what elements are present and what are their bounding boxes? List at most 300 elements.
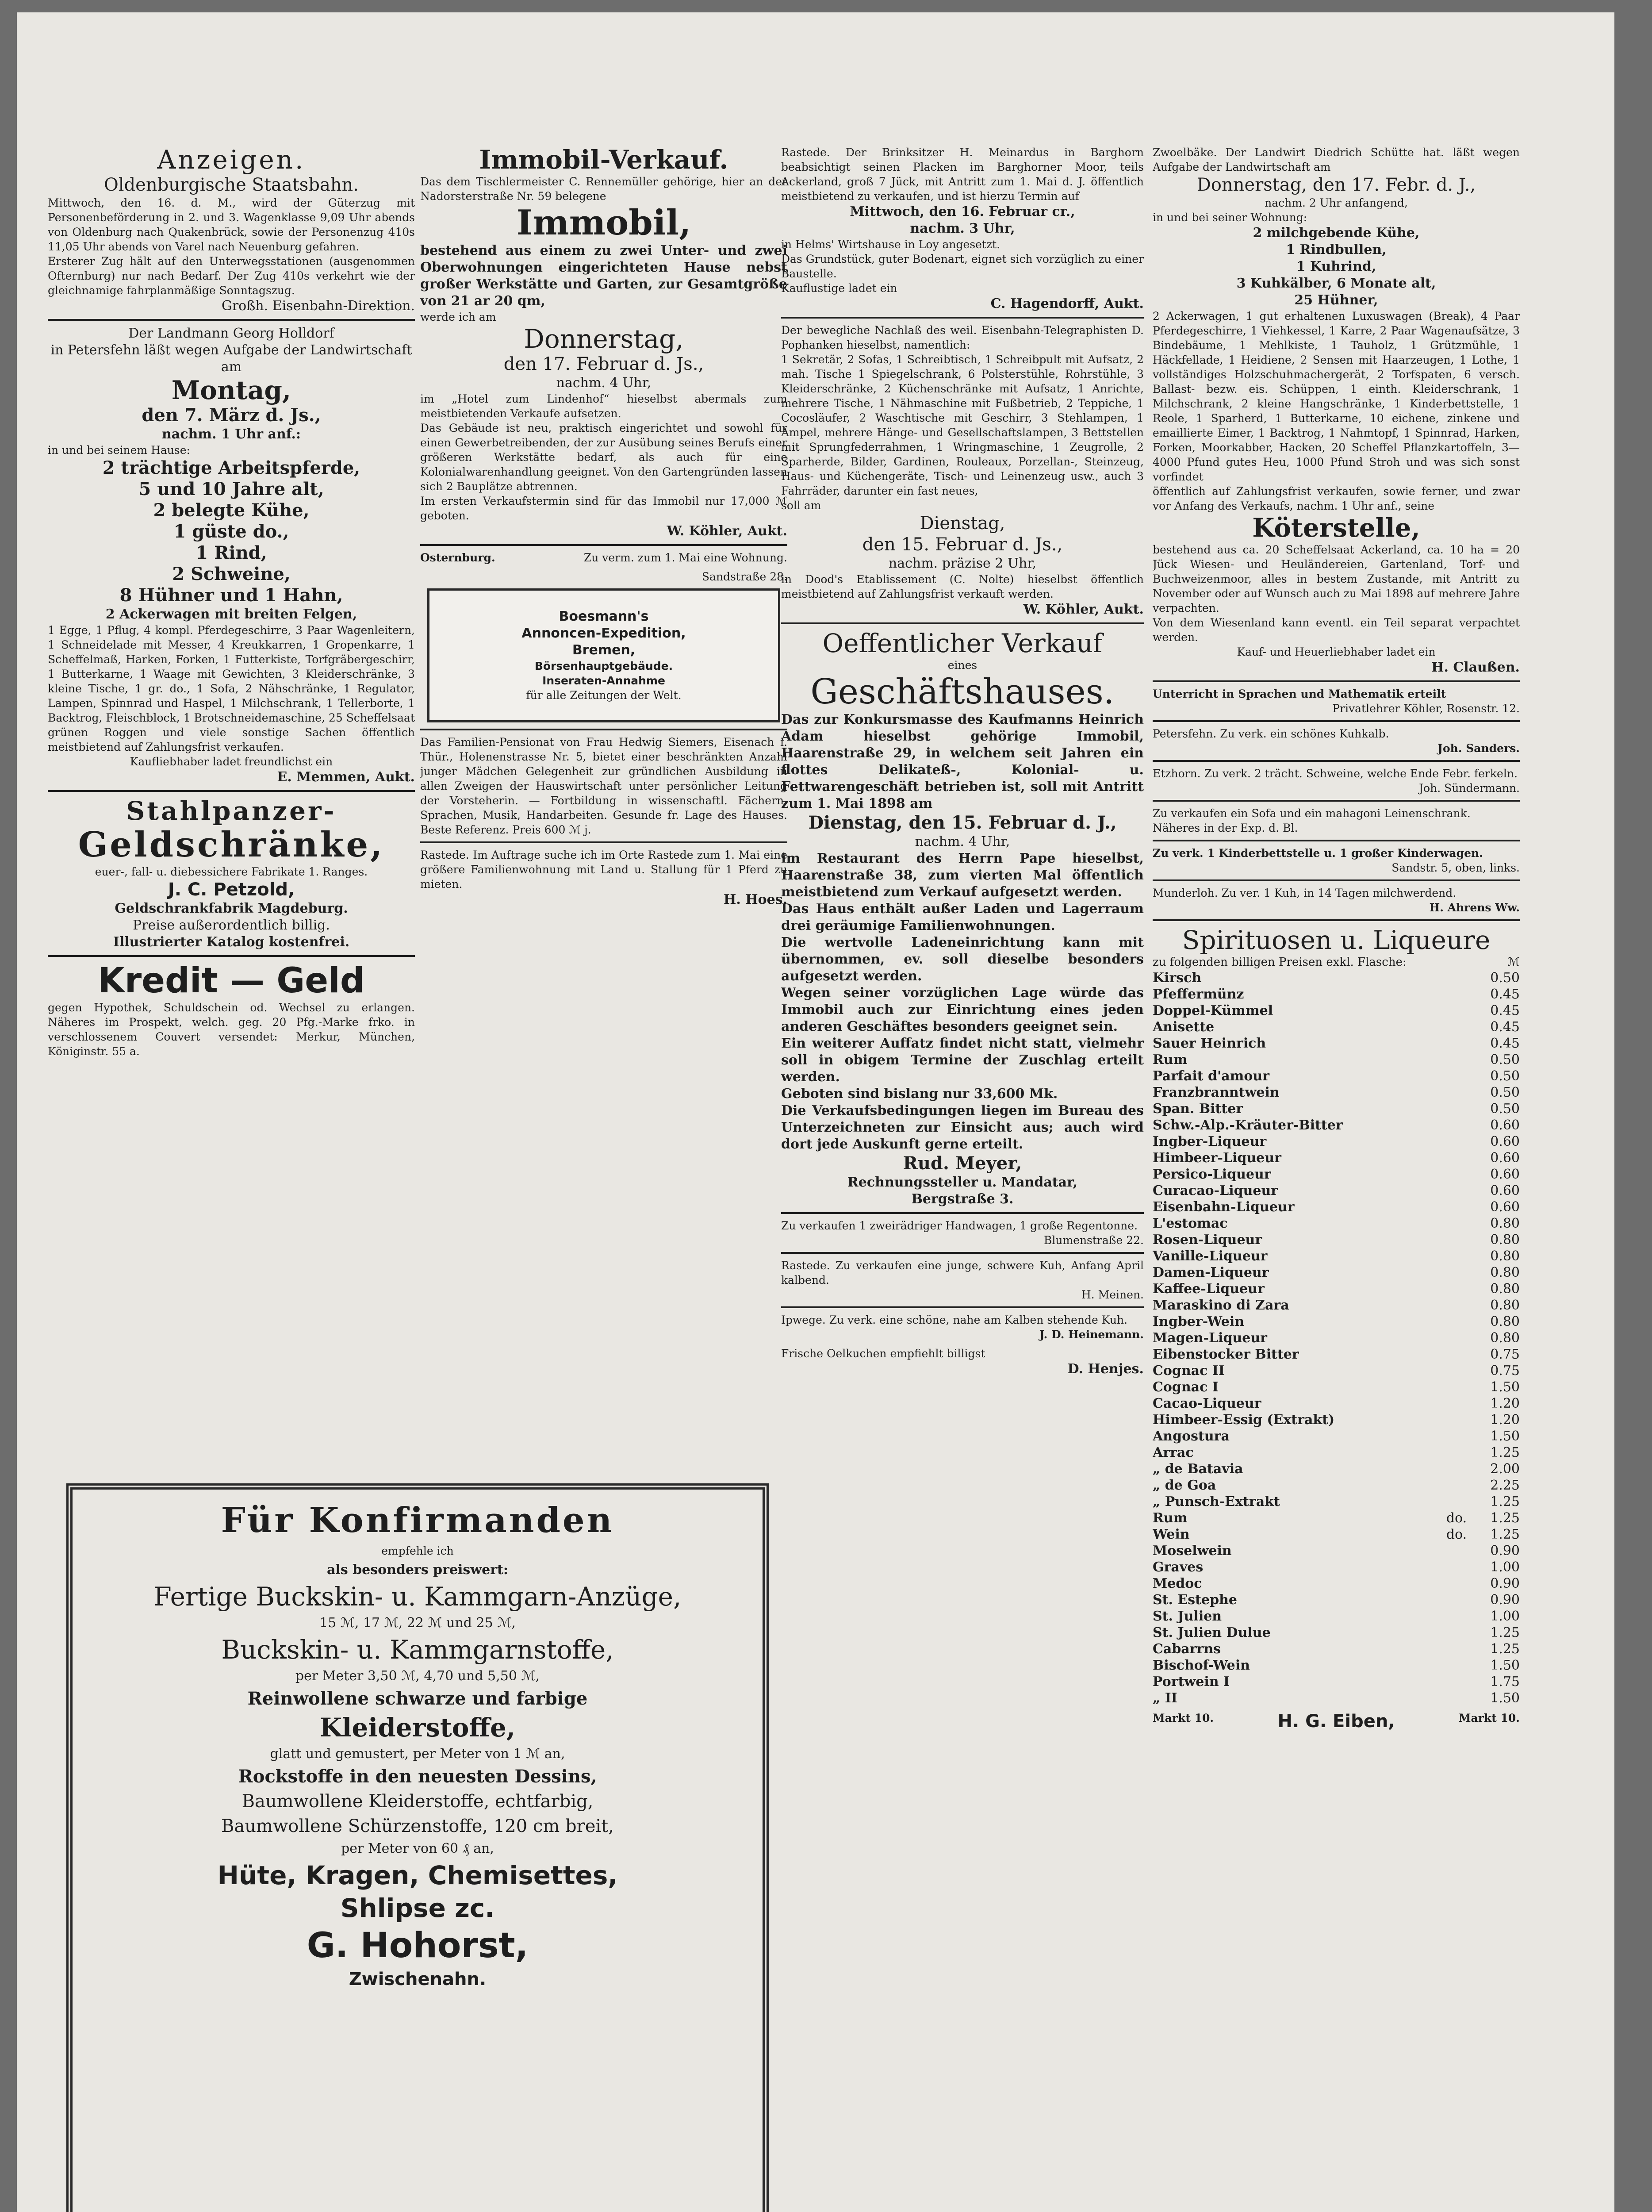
price-item-value: 0.90 bbox=[1490, 1576, 1520, 1591]
ad-head: Köterstelle, bbox=[1252, 513, 1420, 543]
ad-price: per Meter 3,50 ℳ, 4,70 und 5,50 ℳ, bbox=[295, 1668, 540, 1684]
ad-text: Die Verkaufsbedingungen liegen im Bureau des Unterzeichneten zur Einsicht aus; auch wird dort jede Auskunft gerne erteilt. bbox=[781, 1103, 1144, 1152]
price-row bbox=[1153, 1215, 1520, 1232]
ad-address: Markt 10. bbox=[1153, 1712, 1214, 1724]
ad-signature: Privatlehrer Köhler, Rosenstr. 12. bbox=[1332, 702, 1520, 715]
price-item-name: „ de Batavia bbox=[1153, 1461, 1243, 1477]
price-item-value: 0.60 bbox=[1490, 1134, 1520, 1149]
price-item-name: Himbeer-Liqueur bbox=[1153, 1150, 1281, 1166]
ad-text: Der bewegliche Nachlaß des weil. Eisenbahn-Telegraphisten D. Pophanken hieselbst, namentlich: bbox=[781, 324, 1144, 351]
ad-time: nachm. 2 Uhr anfangend, bbox=[1265, 196, 1408, 209]
price-item-value: 1.20 bbox=[1490, 1412, 1520, 1428]
price-item-name: Graves bbox=[1153, 1559, 1204, 1575]
price-item-name: Arrac bbox=[1153, 1445, 1194, 1460]
ad-text: Von dem Wiesenland kann eventl. ein Teil separat verpachtet werden. bbox=[1153, 616, 1520, 644]
ad-item: 2 milchgebende Kühe, bbox=[1253, 225, 1420, 241]
divider bbox=[1153, 760, 1520, 762]
price-item-value: 0.75 bbox=[1490, 1363, 1520, 1379]
ad-item: 1 Kuhrind, bbox=[1296, 259, 1376, 274]
ad-geldschraenke bbox=[48, 796, 415, 951]
price-item-value: 2.00 bbox=[1490, 1461, 1520, 1477]
ad-text: euer-, fall- u. diebessichere Fabrikate 1. Ranges. bbox=[95, 865, 368, 878]
price-item-name: Medoc bbox=[1153, 1576, 1202, 1591]
ad-date: Mittwoch, den 16. Februar cr., bbox=[850, 204, 1075, 219]
price-item-value: 0.80 bbox=[1490, 1232, 1520, 1248]
price-row bbox=[1153, 1526, 1520, 1543]
ad-item: 5 und 10 Jahre alt, bbox=[138, 479, 324, 499]
price-item-name: Angostura bbox=[1153, 1429, 1230, 1444]
ad-boesmann bbox=[427, 588, 780, 722]
price-item-name: Anisette bbox=[1153, 1019, 1215, 1035]
price-item-value: 0.75 bbox=[1490, 1347, 1520, 1362]
divider bbox=[781, 1212, 1144, 1214]
price-item-name: Cognac I bbox=[1153, 1379, 1219, 1395]
divider bbox=[1153, 800, 1520, 802]
ad-holldorf bbox=[48, 325, 415, 786]
price-row bbox=[1153, 1035, 1520, 1052]
price-row bbox=[1153, 1068, 1520, 1084]
price-row bbox=[1153, 1690, 1520, 1706]
ad-text: im Restaurant des Herrn Pape hieselbst, Haarenstraße 38, zum vierten Mal öffentlich meistbietend zum Verkauf aufgesetzt werden. bbox=[781, 851, 1144, 900]
ad-signature: H. Claußen. bbox=[1431, 660, 1520, 675]
ad-product: Rockstoffe in den neuesten Dessins, bbox=[238, 1766, 597, 1787]
price-item-name: Magen-Liqueur bbox=[1153, 1330, 1267, 1346]
ad-date: den 17. Februar d. Js., bbox=[503, 354, 704, 374]
ad-item: 8 Hühner und 1 Hahn, bbox=[119, 585, 343, 606]
ad-text: Bremen, bbox=[572, 642, 636, 658]
price-item-value: 0.50 bbox=[1490, 970, 1520, 986]
price-item-name: Span. Bitter bbox=[1153, 1101, 1243, 1117]
ad-signature: E. Memmen, Aukt. bbox=[277, 769, 415, 785]
ad-product: Shlipse zc. bbox=[340, 1893, 495, 1923]
price-item-name: L'estomac bbox=[1153, 1216, 1228, 1231]
ad-ipwege bbox=[781, 1313, 1144, 1342]
price-row bbox=[1153, 1444, 1520, 1461]
price-row bbox=[1153, 1117, 1520, 1133]
ad-signature: J. D. Heinemann. bbox=[1039, 1328, 1144, 1341]
price-item-value: 0.45 bbox=[1490, 987, 1520, 1002]
ad-product: Baumwollene Schürzenstoffe, 120 cm breit, bbox=[221, 1816, 614, 1836]
divider bbox=[420, 729, 787, 730]
price-item-name: „ Punsch-Extrakt bbox=[1153, 1494, 1280, 1509]
price-row bbox=[1153, 1101, 1520, 1117]
price-item-value: 1.25 bbox=[1490, 1625, 1520, 1640]
price-item-name: St. Julien Dulue bbox=[1153, 1625, 1271, 1640]
price-item-value: 1.25 bbox=[1490, 1494, 1520, 1509]
ad-item: 25 Hühner, bbox=[1294, 292, 1378, 308]
ad-staatsbahn bbox=[48, 145, 415, 315]
price-item-name: Eibenstocker Bitter bbox=[1153, 1347, 1299, 1362]
price-item-name: St. Julien bbox=[1153, 1609, 1222, 1624]
ad-munderloh bbox=[1153, 886, 1520, 915]
ad-title: Immobil-Verkauf. bbox=[479, 145, 728, 175]
ad-petersfehn bbox=[1153, 726, 1520, 756]
price-row bbox=[1153, 1133, 1520, 1150]
column-3 bbox=[781, 145, 1144, 2212]
price-item-value: 0.80 bbox=[1490, 1281, 1520, 1297]
price-item-name: Bischof-Wein bbox=[1153, 1658, 1250, 1673]
divider bbox=[48, 790, 415, 792]
ad-text: Rastede. Im Auftrage suche ich im Orte Rastede zum 1. Mai eine größere Familienwohnung mit Land u. Stallung für 1 Pferd zu mieten. bbox=[420, 849, 787, 891]
price-header bbox=[1153, 955, 1520, 970]
ad-text: Ipwege. Zu verk. eine schöne, nahe am Kalben stehende Kuh. bbox=[781, 1313, 1128, 1326]
price-item-value: 0.80 bbox=[1490, 1265, 1520, 1280]
price-item-value: 0.50 bbox=[1490, 1068, 1520, 1084]
ad-address: Sandstraße 28. bbox=[701, 570, 787, 583]
ad-day: Donnerstag, bbox=[524, 324, 684, 354]
price-row bbox=[1153, 1002, 1520, 1019]
ad-item: 3 Kuhkälber, 6 Monate alt, bbox=[1236, 276, 1436, 291]
ad-text: Zu verk. 1 Kinderbettstelle u. 1 großer Kinderwagen. bbox=[1153, 847, 1483, 860]
divider bbox=[781, 622, 1144, 624]
ad-text: Kaufliebhaber ladet freundlichst ein bbox=[130, 755, 333, 768]
price-item-value: 0.90 bbox=[1490, 1592, 1520, 1608]
ad-address: Zwischenahn. bbox=[349, 1969, 487, 1989]
ad-signature: Joh. Sanders. bbox=[1437, 742, 1520, 755]
price-row bbox=[1153, 1379, 1520, 1395]
price-item-value: 1.50 bbox=[1490, 1690, 1520, 1706]
ad-text: Petersfehn. Zu verk. ein schönes Kuhkalb. bbox=[1153, 727, 1389, 740]
divider bbox=[1153, 680, 1520, 682]
ad-day: Dienstag, bbox=[920, 513, 1005, 534]
ad-text: soll am bbox=[781, 499, 821, 512]
ad-signature: Joh. Sündermann. bbox=[1419, 782, 1520, 795]
price-item-name: Himbeer-Essig (Extrakt) bbox=[1153, 1412, 1335, 1428]
ad-geschaeftshaus bbox=[781, 629, 1144, 1208]
price-item-name: Curacao-Liqueur bbox=[1153, 1183, 1278, 1198]
price-row bbox=[1153, 1150, 1520, 1166]
price-item-value: 0.60 bbox=[1490, 1118, 1520, 1133]
ad-date: den 7. März d. Js., bbox=[142, 405, 321, 426]
price-item-name: Vanille-Liqueur bbox=[1153, 1248, 1268, 1264]
ad-signature: D. Henjes. bbox=[1067, 1361, 1144, 1377]
price-item-value: 1.00 bbox=[1490, 1559, 1520, 1575]
ad-text: Kauf- und Heuerliebhaber ladet ein bbox=[1237, 645, 1436, 658]
divider bbox=[781, 317, 1144, 319]
price-item-name: Ingber-Wein bbox=[1153, 1314, 1245, 1329]
price-item-value: 1.50 bbox=[1490, 1658, 1520, 1673]
price-row bbox=[1153, 1330, 1520, 1346]
price-row bbox=[1153, 1199, 1520, 1215]
divider bbox=[1153, 919, 1520, 921]
ad-day: Montag, bbox=[171, 375, 291, 405]
divider bbox=[48, 955, 415, 957]
ad-text: Im ersten Verkaufstermin sind für das Immobil nur 17,000 ℳ geboten. bbox=[420, 495, 787, 522]
ad-osternburg bbox=[420, 550, 787, 565]
ad-item: 2 trächtige Arbeitspferde, bbox=[102, 457, 360, 478]
price-item-value: 2.25 bbox=[1490, 1478, 1520, 1493]
ad-signature: Rud. Meyer, bbox=[903, 1153, 1022, 1174]
price-item-name: Portwein I bbox=[1153, 1674, 1230, 1690]
divider bbox=[1153, 840, 1520, 841]
ad-price: glatt und gemustert, per Meter von 1 ℳ an, bbox=[270, 1746, 565, 1762]
ad-signature: W. Köhler, Aukt. bbox=[667, 523, 787, 539]
ad-pophanken bbox=[781, 323, 1144, 618]
ad-text: Frische Oelkuchen empfiehlt billigst bbox=[781, 1347, 985, 1360]
ad-time: nachm. 4 Uhr, bbox=[556, 375, 652, 391]
ad-head: Immobil, bbox=[516, 203, 691, 243]
ad-item: 1 güste do., bbox=[173, 521, 289, 542]
price-item-name: Cacao-Liqueur bbox=[1153, 1396, 1261, 1411]
ad-text: bestehend aus ca. 20 Scheffelsaat Ackerland, ca. 10 ha = 20 Jück Wiesen- und Heuländereien, Gartenland, Torf- und Buchweizenmoor, alles in bestem Zustande, mit Antritt zu November oder auf Wunsch auch zu Mai 1898 auf mehrere Jahre verpachten. bbox=[1153, 543, 1520, 614]
ad-text: gegen Hypothek, Schuldschein od. Wechsel zu erlangen. Näheres im Prospekt, welch. geg. 20 Pfg.-Marke frko. in verschlossenem Couvert versendet: Merkur, München, Königinstr. 55 a. bbox=[48, 1001, 415, 1058]
price-item-value: 0.80 bbox=[1490, 1314, 1520, 1329]
column-4 bbox=[1153, 145, 1520, 2212]
price-item-value: 0.60 bbox=[1490, 1150, 1520, 1166]
ad-text: in und bei seinem Hause: bbox=[48, 444, 190, 457]
ad-text: Das Grundstück, guter Bodenart, eignet sich vorzüglich zu einer Baustelle. bbox=[781, 253, 1144, 280]
price-item-value: 0.50 bbox=[1490, 1101, 1520, 1117]
price-row bbox=[1153, 1264, 1520, 1281]
price-item-value: 0.60 bbox=[1490, 1183, 1520, 1198]
price-row bbox=[1153, 1248, 1520, 1264]
price-row bbox=[1153, 1412, 1520, 1428]
price-row bbox=[1153, 1395, 1520, 1412]
price-item-value: 0.80 bbox=[1490, 1216, 1520, 1231]
ad-time: nachm. 3 Uhr, bbox=[910, 221, 1015, 236]
price-item-name: Damen-Liqueur bbox=[1153, 1265, 1269, 1280]
price-item-name: Wein bbox=[1153, 1527, 1190, 1542]
ad-text: empfehle ich bbox=[381, 1544, 454, 1557]
ad-product: Baumwollene Kleiderstoffe, echtfarbig, bbox=[241, 1791, 594, 1812]
price-row bbox=[1153, 1166, 1520, 1183]
ad-text: Zwoelbäke. Der Landwirt Diedrich Schütte hat. läßt wegen Aufgabe der Landwirtschaft am bbox=[1153, 146, 1520, 173]
ad-signature: Bergstraße 3. bbox=[911, 1191, 1014, 1207]
price-item-name: Ingber-Liqueur bbox=[1153, 1134, 1267, 1149]
price-item-name: Eisenbahn-Liqueur bbox=[1153, 1199, 1295, 1215]
ad-date: Donnerstag, den 17. Febr. d. J., bbox=[1196, 175, 1476, 195]
ad-item: 2 Schweine, bbox=[172, 564, 291, 584]
ad-text: öffentlich auf Zahlungsfrist verkaufen, sowie ferner, und zwar vor Anfang des Verkaufs, nachm. 1 Uhr anf., seine bbox=[1153, 485, 1520, 512]
price-item-name: Rum bbox=[1153, 1052, 1188, 1068]
price-item-value: 0.80 bbox=[1490, 1248, 1520, 1264]
price-item-name: Franzbranntwein bbox=[1153, 1085, 1280, 1100]
ad-item: 2 belegte Kühe, bbox=[153, 500, 310, 521]
price-row bbox=[1153, 970, 1520, 986]
price-list bbox=[1153, 970, 1520, 1706]
ad-title: Für Konfirmanden bbox=[221, 1500, 614, 1540]
price-row bbox=[1153, 1494, 1520, 1510]
ad-text: 1 Egge, 1 Pflug, 4 kompl. Pferdegeschirre, 3 Paar Wagenleitern, 1 Schneidelade mit Messer, 4 Kreukkarren, 1 Gropenkarre, 1 Scheffelmaß, Harken, Forken, 1 Futterkiste, Torfgräbergeschirr, 1 Butterkarne, 1 Waage mit Gewichten, 3 Kleiderschränke, 3 kleine Tische, 1 gr. do., 1 Sofa, 2 Nähschränke, 1 Regulator, Lampen, Spinnrad und Haspel, 1 Milchschrank, 1 Tellerborte, 1 Backtrog, Fleischblock, 1 Brotschneidemaschine, 25 Scheffelsaat grünen Roggen und viele sonstige Sachen öffentlich meistbietend auf Zahlungsfrist verkaufen. bbox=[48, 624, 415, 753]
price-item-value: 1.20 bbox=[1490, 1396, 1520, 1411]
price-item-value: 0.50 bbox=[1490, 1085, 1520, 1100]
ad-signature: H. Ahrens Ww. bbox=[1429, 901, 1520, 914]
price-item-value: 0.45 bbox=[1490, 1019, 1520, 1035]
price-row bbox=[1153, 1297, 1520, 1313]
divider bbox=[1153, 879, 1520, 881]
ad-title: Oldenburgische Staatsbahn. bbox=[103, 175, 359, 195]
price-item-name: Kaffee-Liqueur bbox=[1153, 1281, 1265, 1297]
price-item-value: 1.25 bbox=[1490, 1445, 1520, 1460]
price-row bbox=[1153, 1346, 1520, 1363]
price-item-value: 1.25 bbox=[1490, 1527, 1520, 1542]
ad-time: nachm. präzise 2 Uhr, bbox=[888, 556, 1037, 571]
price-row bbox=[1153, 1363, 1520, 1379]
ad-text: in Petersfehn läßt wegen Aufgabe der Landwirtschaft am bbox=[50, 342, 412, 375]
price-item-name: „ II bbox=[1153, 1690, 1177, 1706]
ad-text: Preise außerordentlich billig. bbox=[133, 918, 330, 933]
ad-text: Das zur Konkursmasse des Kaufmanns Heinrich Adam hieselbst gehörige Immobil, Haarenstraße 29, in welchem seit Jahren ein flottes Delikateß-, Kolonial- u. Fettwarengeschäft betrieben ist, soll mit Antritt zum 1. Mai 1898 am bbox=[781, 712, 1144, 811]
ad-product: Fertige Buckskin- u. Kammgarn-Anzüge, bbox=[153, 1582, 682, 1612]
ad-company: G. Hohorst, bbox=[307, 1926, 529, 1966]
price-item-value: 0.80 bbox=[1490, 1298, 1520, 1313]
price-row bbox=[1153, 1624, 1520, 1641]
ad-text: Etzhorn. Zu verk. 2 trächt. Schweine, welche Ende Febr. ferkeln. bbox=[1153, 767, 1518, 780]
ad-text: Geboten sind bislang nur 33,600 Mk. bbox=[781, 1086, 1058, 1102]
section-heading: Anzeigen. bbox=[157, 145, 306, 175]
ad-product: Buckskin- u. Kammgarnstoffe, bbox=[221, 1635, 614, 1665]
currency-label: ℳ bbox=[1507, 956, 1520, 969]
price-item-name: Maraskino di Zara bbox=[1153, 1298, 1289, 1313]
ad-text: Kauflustige ladet ein bbox=[781, 282, 897, 295]
ad-time: nachm. 1 Uhr anf.: bbox=[161, 426, 301, 442]
divider bbox=[420, 544, 787, 546]
price-row bbox=[1153, 1232, 1520, 1248]
divider bbox=[420, 841, 787, 843]
ad-item: 2 Ackerwagen mit breiten Felgen, bbox=[105, 607, 357, 622]
ad-text: Mittwoch, den 16. d. M., wird der Güterzug mit Personenbeförderung in 2. und 3. Wagenklasse 9,09 Uhr abends von Oldenburg nach Quakenbrück, sowie der Personenzug 410s 11,05 Uhr abends von Varel nach Neuenburg gefahren. bbox=[48, 196, 415, 253]
price-row bbox=[1153, 1543, 1520, 1559]
price-item-name: „ de Goa bbox=[1153, 1478, 1216, 1493]
price-row bbox=[1153, 1657, 1520, 1674]
price-item-value: 0.45 bbox=[1490, 1003, 1520, 1018]
ad-unterricht bbox=[1153, 687, 1520, 716]
price-row bbox=[1153, 1428, 1520, 1444]
ad-signature: H. Hoes. bbox=[723, 892, 787, 907]
ad-title: Geldschränke, bbox=[78, 825, 385, 865]
price-item-name: Kirsch bbox=[1153, 970, 1202, 986]
ad-text: Zu verkaufen 1 zweirädriger Handwagen, 1 große Regentonne. bbox=[781, 1219, 1138, 1232]
price-row bbox=[1153, 1052, 1520, 1068]
ad-text: Illustrierter Katalog kostenfrei. bbox=[113, 934, 350, 950]
ad-kinderwagen bbox=[1153, 846, 1520, 875]
ad-signature: W. Köhler, Aukt. bbox=[1023, 602, 1144, 617]
ad-title: Geschäftshauses. bbox=[810, 672, 1115, 712]
ad-title: Stahlpanzer- bbox=[126, 796, 337, 826]
ad-text: im „Hotel zum Lindenhof“ hieselbst abermals zum meistbietenden Verkaufe aufsetzen. bbox=[420, 392, 787, 420]
price-row bbox=[1153, 1313, 1520, 1330]
ad-oelkuchen bbox=[781, 1346, 1144, 1378]
ad-text: 2 Ackerwagen, 1 gut erhaltenen Luxuswagen (Break), 4 Paar Pferdegeschirre, 1 Viehkessel, 1 Karre, 2 Paar Wagenaufsätze, 3 Bindebäume, 1 Mehlkiste, 1 Tauholz, 1 Grützmühle, 1 Häckfellade, 1 Heidiene, 2 Sensen mit Haarzeugen, 1 Lothe, 1 vollständiges Holzschuhmachergerät, 2 Torfspaten, 6 versch. Ballast- bezw. eis. Schüppen, 1 einth. Kleiderschrank, 1 Milchschrank, 2 kleine Hangschränke, 1 Kinderbettstelle, 1 Reole, 1 Sparherd, 1 Butterkarne, 10 eichene, zinkene und emaillierte Eimer, 1 Backtrog, 1 Nahmtopf, 1 Spinnrad, Harken, Forken, Moorkabber, Hacken, 20 Scheffel Pflanzkartoffeln, 3—4000 Pfund gutes Heu, 1000 Pfund Stroh und was sich sonst vorfindet bbox=[1153, 310, 1520, 483]
ad-text: 1 Sekretär, 2 Sofas, 1 Schreibtisch, 1 Schreibpult mit Aufsatz, 2 mah. Tische 1 Spiegelschrank, 6 Polsterstühle, Rohrstühle, 3 Kleiderschränke, 2 Küchenschränke mit Aufsatz, 1 Anrichte, mehrere Tische, 1 Nähmaschine mit Fußbetrieb, 2 Teppiche, 1 Cocosläufer, 2 Waschtische mit Geschirr, 3 Stehlampen, 1 Ampel, mehrere Hänge- und Gesellschaftslampen, 3 Bettstellen mit Sprungfederrahmen, 1 Wringmaschine, 1 Zeugrolle, 2 Sparherde, Bilder, Gardinen, Rouleaux, Porzellan-, Steinzeug, Haus- und Küchengeräte, Tisch- und Leinenzeug usw., auch 3 Fahrräder, darunter ein fast neues, bbox=[781, 353, 1144, 497]
ad-text: in Dood's Etablissement (C. Nolte) hieselbst öffentlich meistbietend auf Zahlungsfrist verkauft werden. bbox=[781, 573, 1144, 600]
ad-address: Markt 10. bbox=[1458, 1712, 1520, 1724]
ad-meinardus bbox=[781, 145, 1144, 312]
ad-time: nachm. 4 Uhr, bbox=[915, 834, 1010, 849]
ad-immobil bbox=[420, 145, 787, 540]
price-item-value: 0.50 bbox=[1490, 1052, 1520, 1068]
price-row bbox=[1153, 986, 1520, 1002]
ad-title: Spirituosen u. Liqueure bbox=[1182, 925, 1491, 955]
divider bbox=[48, 319, 415, 321]
ad-etzhorn bbox=[1153, 766, 1520, 795]
ad-address: Sandstr. 5, oben, links. bbox=[1391, 861, 1520, 874]
price-row bbox=[1153, 1575, 1520, 1592]
price-item-name: Doppel-Kümmel bbox=[1153, 1003, 1273, 1018]
ad-company: J. C. Petzold, bbox=[168, 879, 295, 900]
ad-konfirmanden bbox=[66, 1483, 769, 2212]
ad-text: Rastede. Der Brinksitzer H. Meinardus in Barghorn beabsichtigt seinen Placken im Barghorner Moor, teils Ackerland, groß 7 Jück, mit Antritt zum 1. Mai d. J. öffentlich meistbietend zu verkaufen, und ist hierzu Termin auf bbox=[781, 146, 1144, 203]
ad-date: den 15. Februar d. Js., bbox=[862, 534, 1063, 555]
price-item-value: 1.25 bbox=[1490, 1510, 1520, 1526]
ad-kuh-rastede bbox=[781, 1258, 1144, 1302]
price-item-value: 0.45 bbox=[1490, 1036, 1520, 1051]
ad-rastede-wohnung bbox=[420, 848, 787, 908]
price-row bbox=[1153, 1461, 1520, 1477]
price-item-value: 1.50 bbox=[1490, 1379, 1520, 1395]
ad-text: Der Landmann Georg Holldorf bbox=[128, 326, 334, 341]
ad-handwagen bbox=[781, 1218, 1144, 1248]
price-row bbox=[1153, 1477, 1520, 1494]
ad-signature: C. Hagendorff, Aukt. bbox=[990, 296, 1144, 311]
ad-item: 1 Rindbullen, bbox=[1286, 242, 1387, 257]
ad-text: in Helms' Wirtshause in Loy angesetzt. bbox=[781, 238, 1000, 251]
price-item-value: 1.00 bbox=[1490, 1609, 1520, 1624]
ad-text: als besonders preiswert: bbox=[327, 1562, 508, 1578]
divider bbox=[1153, 720, 1520, 722]
price-item-name: Sauer Heinrich bbox=[1153, 1036, 1266, 1051]
ad-text: werde ich am bbox=[420, 311, 496, 323]
price-item-value: 1.75 bbox=[1490, 1674, 1520, 1690]
ad-text: in und bei seiner Wohnung: bbox=[1153, 211, 1307, 224]
price-item-value: 0.60 bbox=[1490, 1167, 1520, 1182]
ad-price: 15 ℳ, 17 ℳ, 22 ℳ und 25 ℳ, bbox=[319, 1615, 516, 1631]
price-row bbox=[1153, 1641, 1520, 1657]
ad-text: Reinwollene schwarze und farbige bbox=[247, 1688, 588, 1709]
ad-kredit bbox=[48, 961, 415, 1059]
ad-place: Osternburg. bbox=[420, 551, 495, 564]
price-item-name: Rosen-Liqueur bbox=[1153, 1232, 1262, 1248]
ad-item: 1 Rind, bbox=[195, 542, 267, 563]
ad-title: Boesmann's bbox=[559, 609, 649, 624]
ad-company: H. G. Eiben, bbox=[1277, 1711, 1395, 1732]
price-item-unit: do. bbox=[1446, 1527, 1467, 1542]
ad-text: bestehend aus einem zu zwei Unter- und zwei Oberwohnungen eingerichteten Hause nebst großer Werkstätte und Garten, zur Gesamtgröße von 21 ar 20 qm, bbox=[420, 243, 787, 309]
ad-text: Börsenhauptgebäude. bbox=[534, 660, 673, 672]
price-item-name: Cognac II bbox=[1153, 1363, 1225, 1379]
price-item-value: 1.50 bbox=[1490, 1429, 1520, 1444]
price-row bbox=[1153, 1559, 1520, 1575]
price-item-name: St. Estephe bbox=[1153, 1592, 1237, 1608]
price-item-value: 0.90 bbox=[1490, 1543, 1520, 1559]
ad-text: Ein weiterer Auffatz findet nicht statt, vielmehr soll in obigem Termine der Zuschlag erteilt werden. bbox=[781, 1036, 1144, 1085]
ad-text: Geldschrankfabrik Magdeburg. bbox=[115, 901, 348, 916]
ad-title: Oeffentlicher Verkauf bbox=[822, 628, 1103, 658]
ad-text: eines bbox=[947, 659, 977, 672]
ad-text: Wegen seiner vorzüglichen Lage würde das Immobil auch zur Einrichtung eines jeden anderen Geschäftes besonders geeignet sein. bbox=[781, 985, 1144, 1034]
price-row bbox=[1153, 1281, 1520, 1297]
price-item-name: Schw.-Alp.-Kräuter-Bitter bbox=[1153, 1118, 1343, 1133]
price-item-name: Persico-Liqueur bbox=[1153, 1167, 1271, 1182]
price-row bbox=[1153, 1183, 1520, 1199]
ad-title: Annoncen-Expedition, bbox=[521, 626, 686, 641]
price-row bbox=[1153, 1608, 1520, 1624]
ad-pensionat: Das Familien-Pensionat von Frau Hedwig Siemers, Eisenach i. Thür., Holenenstrasse Nr. 5, bietet einer beschränkten Anzahl junger Mädchen Gelegenheit zur gründlichen Ausbildung in allen Zweigen der Hauswirtschaft unter persönlicher Leitung der Vorsteherin. — Fortbildung in wissenschaftl. Fächern, Sprachen, Musik, Handarbeiten. Gesunde fr. Lage des Hauses. Beste Referenz. Preis 600 ℳ j. bbox=[420, 736, 787, 836]
price-row bbox=[1153, 1084, 1520, 1101]
ad-price: per Meter von 60 ₰ an, bbox=[341, 1841, 494, 1856]
price-item-name: Parfait d'amour bbox=[1153, 1068, 1270, 1084]
ad-spirituosen bbox=[1153, 926, 1520, 1706]
price-row bbox=[1153, 1019, 1520, 1035]
price-item-value: 0.60 bbox=[1490, 1199, 1520, 1215]
ad-text: Rastede. Zu verkaufen eine junge, schwere Kuh, Anfang April kalbend. bbox=[781, 1259, 1144, 1286]
price-item-value: 0.80 bbox=[1490, 1330, 1520, 1346]
ad-product: Hüte, Kragen, Chemisettes, bbox=[217, 1860, 618, 1890]
ad-date: Dienstag, den 15. Februar d. J., bbox=[808, 812, 1117, 833]
ad-schuette bbox=[1153, 145, 1520, 676]
ad-text: Zu verm. zum 1. Mai eine Wohnung. bbox=[583, 551, 787, 564]
ad-signature: H. Meinen. bbox=[1081, 1288, 1144, 1301]
